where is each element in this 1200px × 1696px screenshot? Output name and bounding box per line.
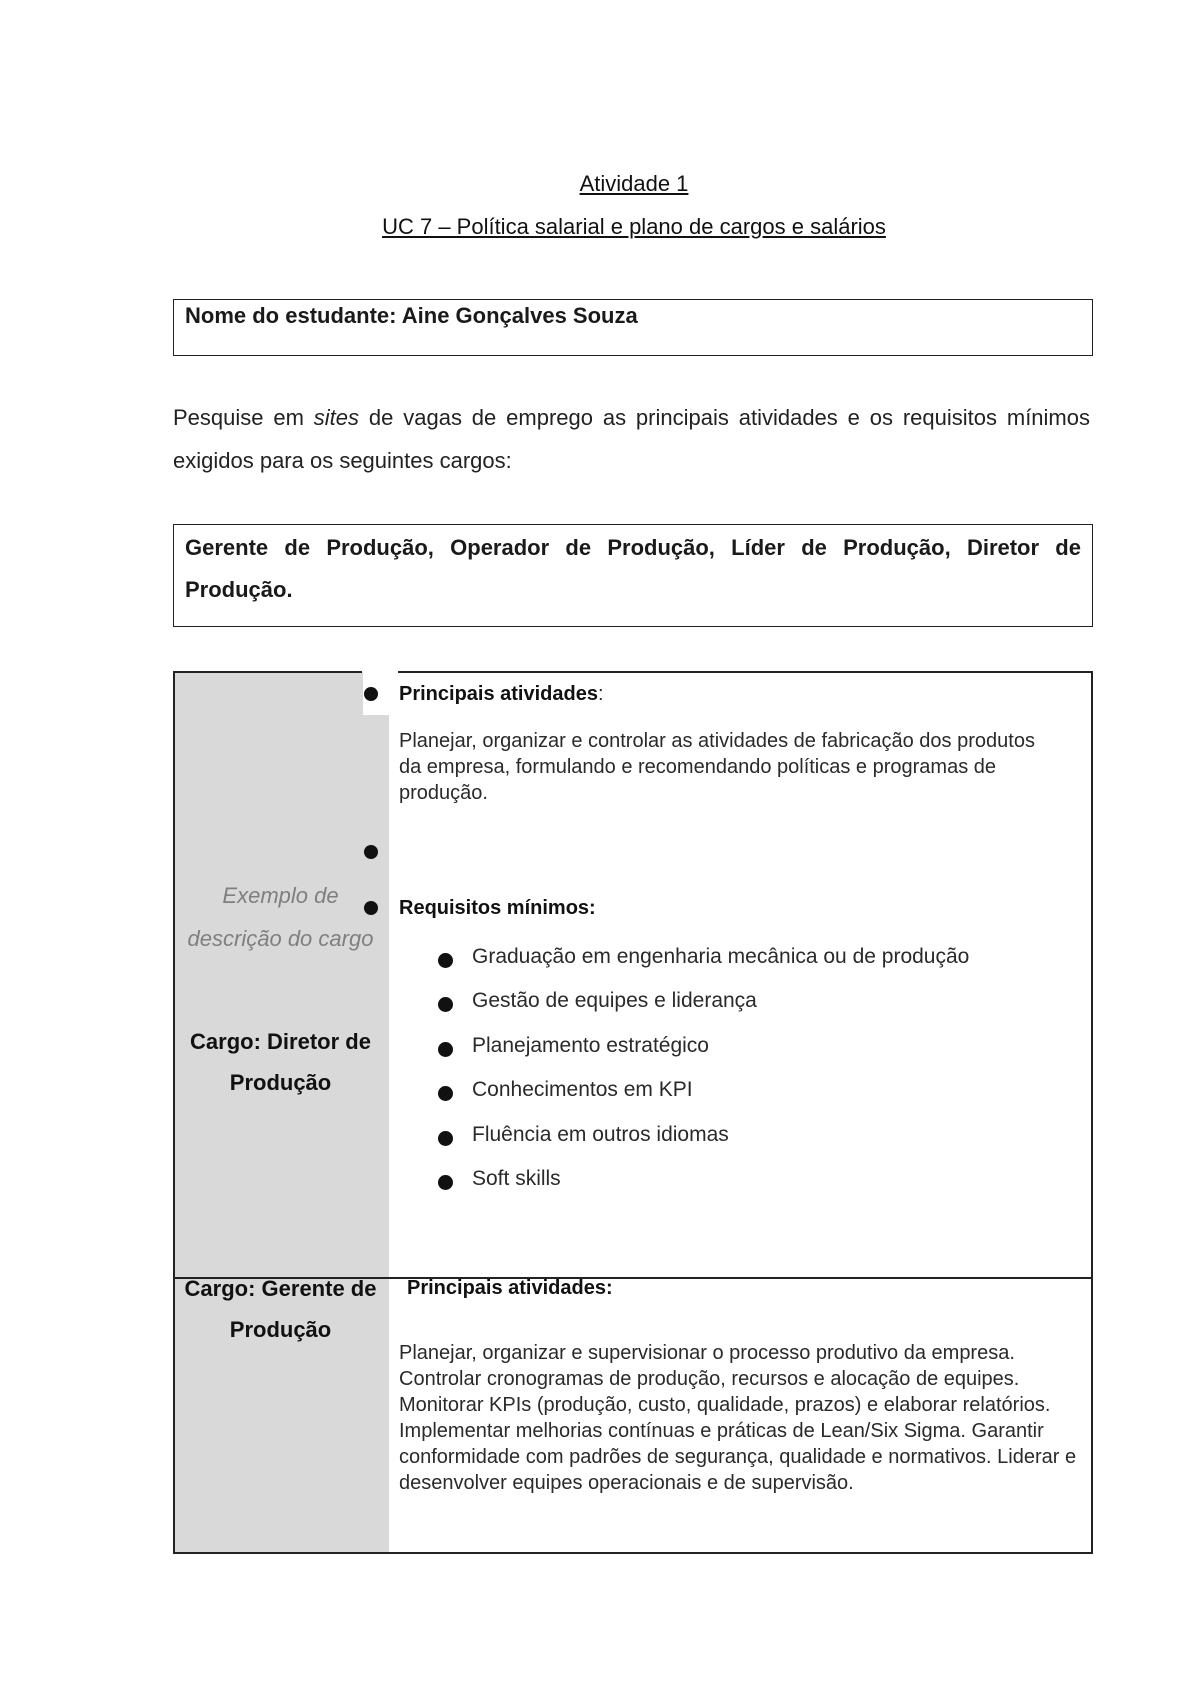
instructions-paragraph xyxy=(173,396,1090,482)
roles-list: Gerente de Produção, Operador de Produção, Líder de Produção, Diretor de Produção. xyxy=(185,535,1081,602)
diretor-activities-text: Planejar, organizar e controlar as atividades de fabricação dos produtos da empresa, formulando e recomendando políticas e programas de produção. xyxy=(399,730,1035,804)
instructions-part-1: Pesquise em xyxy=(173,405,314,430)
instructions-part-2: de vagas de emprego as principais atividades e os requisitos mínimos exigidos para os seguintes cargos: xyxy=(173,405,1090,473)
cargo-gerente-label: Cargo: Gerente de Produção xyxy=(184,1276,377,1342)
requirement-item: Conhecimentos em KPI xyxy=(472,1078,693,1101)
bullet-icon xyxy=(364,687,378,701)
example-label: Exemplo de descrição do cargo xyxy=(187,883,374,951)
table-left-border xyxy=(173,671,175,1553)
bullet-icon xyxy=(438,953,453,968)
bullet-icon xyxy=(438,997,453,1012)
table-top-border-right xyxy=(398,671,1093,673)
activities-heading xyxy=(399,681,604,707)
bullet-icon xyxy=(364,845,378,859)
bullet-icon xyxy=(364,901,378,915)
example-left-cell-bg-ext xyxy=(363,715,389,1278)
requirement-item: Gestão de equipes e liderança xyxy=(472,989,757,1012)
bullet-icon xyxy=(438,1175,453,1190)
student-name: Nome do estudante: Aine Gonçalves Souza xyxy=(185,303,638,328)
requirement-item: Fluência em outros idiomas xyxy=(472,1123,729,1146)
requirement-item: Graduação em engenharia mecânica ou de produção xyxy=(472,945,970,968)
requirement-item: Soft skills xyxy=(472,1167,561,1190)
cargo-diretor-label: Cargo: Diretor de Produção xyxy=(190,1029,371,1095)
activities-heading-colon: : xyxy=(597,683,604,705)
bullet-icon xyxy=(438,1086,453,1101)
activity-title: Atividade 1 xyxy=(579,171,689,196)
roles-box xyxy=(173,524,1093,627)
gerente-activities-text: Planejar, organizar e supervisionar o processo produtivo da empresa. Controlar cronogramas de produção, recursos e alocação de equipes. Monitorar KPIs (produção, custo, qualidade, prazos) e elaborar relatórios. Implementar melhorias contínuas e práticas de Lean/Six Sigma. Garantir conformidade com padrões de segurança, qualidade e normativos. Liderar e desenvolver equipes operacionais e de supervisão. xyxy=(399,1342,1077,1494)
table-top-border-left xyxy=(173,671,362,673)
bullet-icon xyxy=(438,1042,453,1057)
requirements-heading: Requisitos mínimos: xyxy=(399,897,596,919)
course-title: UC 7 – Política salarial e plano de cargos e salários xyxy=(382,214,886,239)
example-left-cell-bg xyxy=(174,672,363,1278)
instructions-italic-sites: sites xyxy=(313,405,360,430)
activities-heading-text: Principais atividades xyxy=(399,683,598,705)
table-right-border xyxy=(1091,671,1093,1553)
table-bottom-border xyxy=(173,1552,1093,1554)
gerente-activities-heading: Principais atividades: xyxy=(407,1277,613,1299)
student-name-box xyxy=(173,299,1093,356)
requirement-item: Planejamento estratégico xyxy=(472,1034,709,1057)
bullet-icon xyxy=(438,1131,453,1146)
